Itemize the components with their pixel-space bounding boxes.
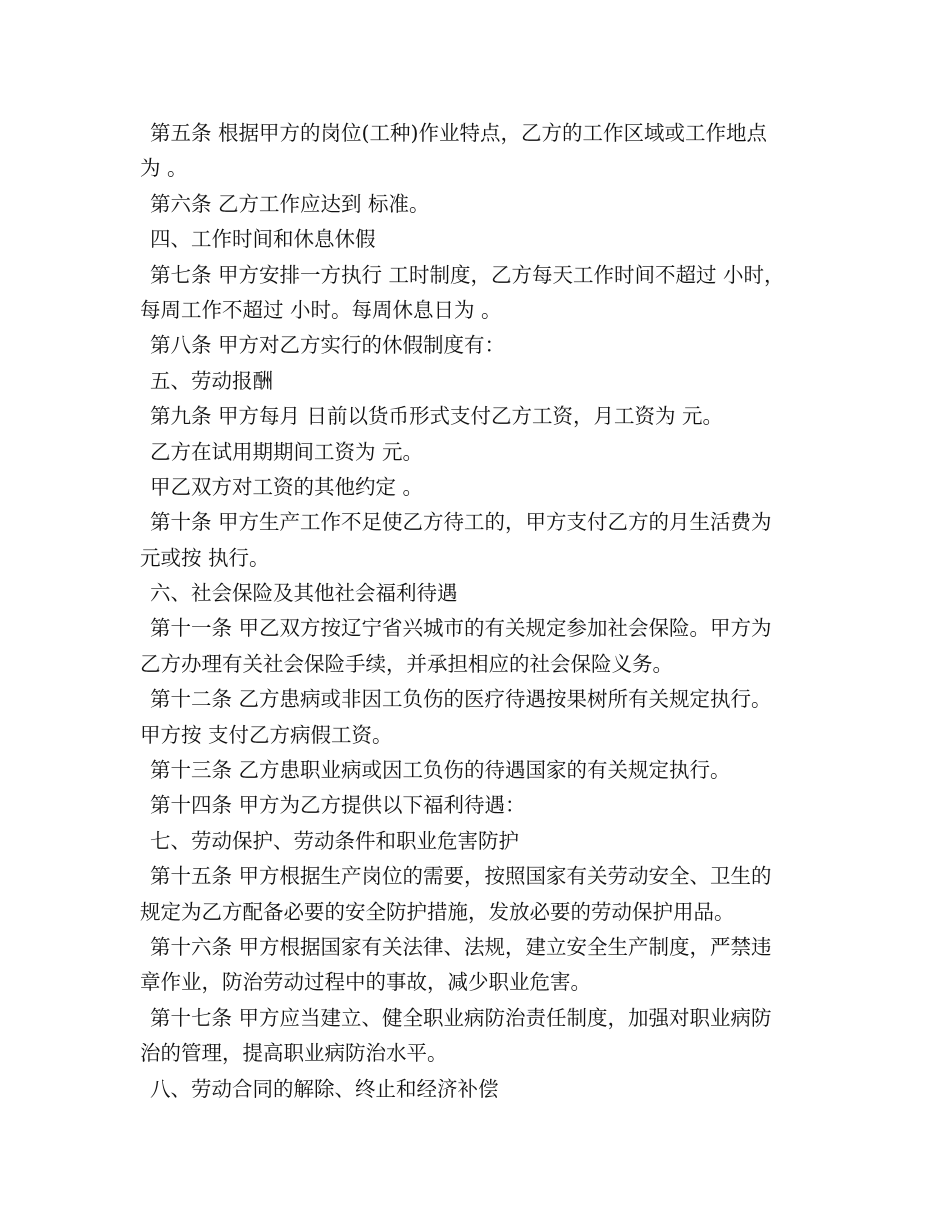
text-line: 甲方按 支付乙方病假工资。 [140, 722, 393, 747]
text-line: 第十四条 甲方为乙方提供以下福利待遇： [150, 793, 526, 818]
text-line: 第五条 根据甲方的岗位(工种)作业特点，乙方的工作区域或工作地点 [150, 121, 768, 145]
section-heading: 五、劳动报酬 [150, 368, 273, 393]
text-line: 甲乙双方对工资的其他约定 。 [150, 474, 424, 499]
text-line: 章作业，防治劳动过程中的事故，减少职业危害。 [140, 970, 591, 995]
text-line: 乙方在试用期期间工资为 元。 [150, 439, 424, 464]
text-line: 规定为乙方配备必要的安全防护措施，发放必要的劳动保护用品。 [140, 899, 735, 924]
text-line: 第六条 乙方工作应达到 标准。 [150, 191, 430, 216]
text-line: 第十三条 乙方患职业病或因工负伤的待遇国家的有关规定执行。 [150, 758, 731, 783]
text-line: 第八条 甲方对乙方实行的休假制度有： [150, 333, 506, 358]
text-line: 第十七条 甲方应当建立、健全职业病防治责任制度，加强对职业病防 [150, 1005, 772, 1030]
section-heading: 六、社会保险及其他社会福利待遇 [150, 581, 458, 606]
text-line: 第十五条 甲方根据生产岗位的需要，按照国家有关劳动安全、卫生的 [150, 864, 772, 889]
text-line: 第九条 甲方每月 日前以货币形式支付乙方工资，月工资为 元。 [150, 404, 724, 429]
section-heading: 七、劳动保护、劳动条件和职业危害防护 [150, 828, 519, 853]
text-line: 第七条 甲方安排一方执行 工时制度，乙方每天工作时间不超过 小时， [150, 262, 785, 287]
text-line: 每周工作不超过 小时。每周休息日为 。 [140, 297, 502, 322]
text-line: 为 。 [140, 156, 188, 181]
document-page [140, 116, 830, 1107]
text-line: 第十一条 甲乙双方按辽宁省兴城市的有关规定参加社会保险。甲方为 [150, 616, 772, 641]
text-line: 第十二条 乙方患病或非因工负伤的医疗待遇按果树所有关规定执行。 [150, 687, 772, 712]
text-line: 第十条 甲方生产工作不足使乙方待工的，甲方支付乙方的月生活费为 [150, 510, 772, 535]
text-line: 乙方办理有关社会保险手续，并承担相应的社会保险义务。 [140, 651, 673, 676]
section-heading: 四、工作时间和休息休假 [150, 227, 376, 252]
text-line: 第十六条 甲方根据国家有关法律、法规，建立安全生产制度，严禁违 [150, 934, 772, 959]
text-line: 治的管理，提高职业病防治水平。 [140, 1041, 448, 1066]
section-heading: 八、劳动合同的解除、终止和经济补偿 [150, 1076, 499, 1101]
text-line: 元或按 执行。 [140, 545, 270, 570]
